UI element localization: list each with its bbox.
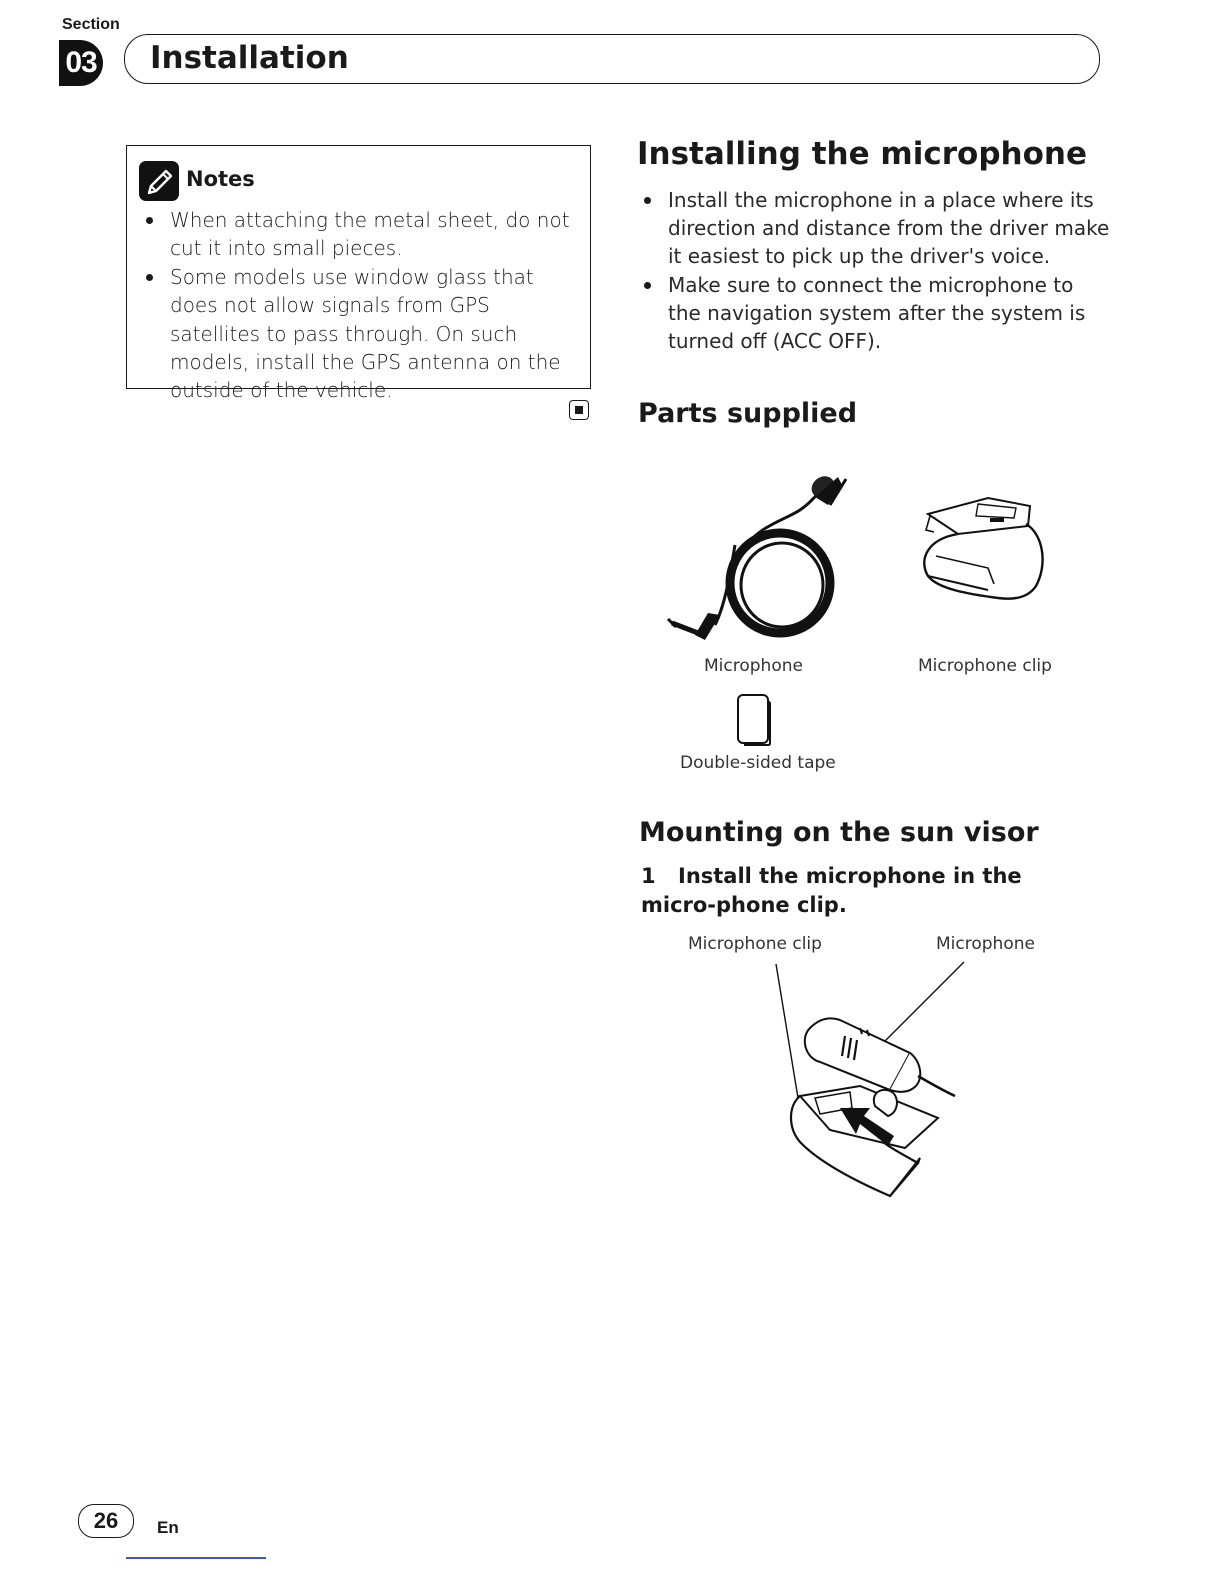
caption-microphone-clip: Microphone clip bbox=[918, 656, 1052, 676]
install-microphone-list bbox=[640, 186, 1110, 355]
page-title: Installation bbox=[150, 40, 349, 76]
install-item: Install the microphone in a place where its direction and distance from the driver make it easiest to pick up the driver's voice. bbox=[640, 186, 1110, 271]
step-1 bbox=[641, 862, 1091, 920]
microphone-illustration bbox=[660, 465, 850, 655]
footer-rule bbox=[126, 1557, 266, 1559]
pencil-note-icon bbox=[138, 160, 180, 202]
page-number: 26 bbox=[78, 1504, 134, 1538]
parts-supplied-heading: Parts supplied bbox=[638, 398, 858, 429]
end-of-section-mark bbox=[569, 400, 589, 420]
notes-title: Notes bbox=[186, 167, 255, 191]
section-label: Section bbox=[62, 16, 120, 33]
callout-microphone-clip: Microphone clip bbox=[688, 934, 822, 954]
section-number-badge: 03 bbox=[59, 40, 103, 86]
double-sided-tape-illustration bbox=[736, 693, 772, 747]
install-microphone-heading: Installing the microphone bbox=[637, 136, 1087, 172]
notes-item: Some models use window glass that does not allow signals from GPS satellites to pass through. On such models, install the GPS antenna on the outside of the vehicle. bbox=[142, 263, 582, 405]
callout-microphone: Microphone bbox=[936, 934, 1035, 954]
step-number: 1 bbox=[641, 864, 656, 888]
sun-visor-heading: Mounting on the sun visor bbox=[639, 817, 1039, 848]
caption-microphone: Microphone bbox=[704, 656, 803, 676]
install-item: Make sure to connect the microphone to the navigation system after the system is turned off (ACC OFF). bbox=[640, 271, 1110, 356]
microphone-clip-illustration bbox=[918, 494, 1052, 604]
mounting-illustration bbox=[770, 958, 970, 1203]
notes-list bbox=[142, 206, 582, 405]
language-code: En bbox=[157, 1518, 179, 1537]
caption-double-sided-tape: Double-sided tape bbox=[680, 753, 836, 773]
step-text: Install the microphone in the micro-phone clip. bbox=[641, 864, 1022, 917]
notes-item: When attaching the metal sheet, do not cut it into small pieces. bbox=[142, 206, 582, 263]
